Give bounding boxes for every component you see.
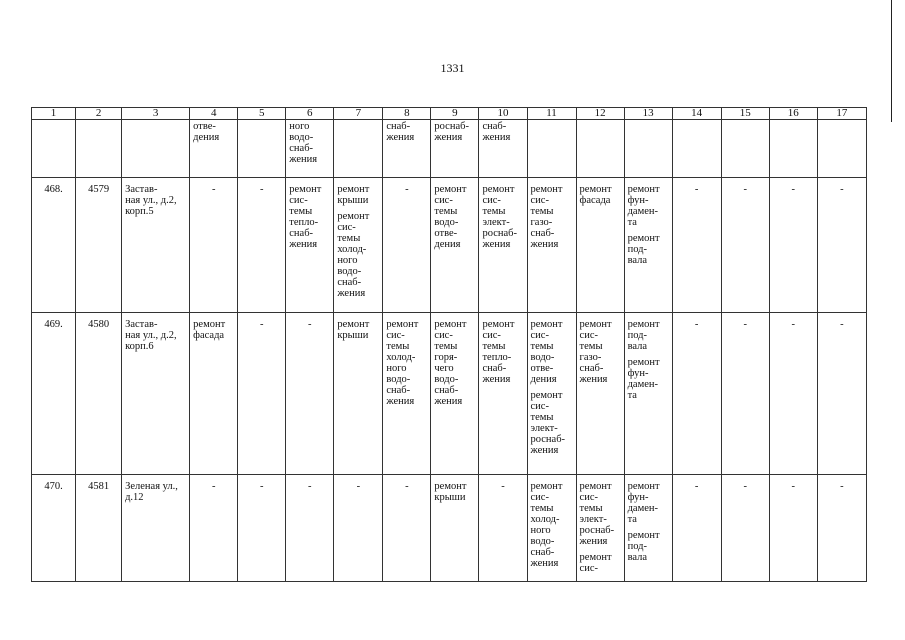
work-cell-col-7 <box>334 313 383 475</box>
building-code: 4579 <box>76 178 122 313</box>
empty-dash: - <box>743 481 747 492</box>
work-item: ремонт сис- темы тепло- снаб- жения <box>482 319 515 385</box>
work-item: ремонт сис- темы элект- роснаб- жения <box>579 481 615 547</box>
building-address: Зеленая ул., д.12 <box>122 475 190 582</box>
work-item: ремонт под- вала <box>627 319 660 352</box>
work-item: ремонт под- вала <box>627 233 660 266</box>
column-number-5: 5 <box>238 108 286 120</box>
empty-dash: - <box>791 481 795 492</box>
page-number: 1331 <box>440 61 465 75</box>
work-cell-col-10 <box>479 313 527 475</box>
continuation-cell-11 <box>527 120 576 178</box>
column-number-15: 15 <box>721 108 769 120</box>
column-number-10: 10 <box>479 108 527 120</box>
table-row <box>32 178 867 313</box>
work-item: ремонт сис- темы тепло- снаб- жения <box>289 184 322 250</box>
empty-dash: - <box>791 184 795 195</box>
work-cell-col-6 <box>286 313 334 475</box>
work-cell-col-14 <box>672 475 721 582</box>
continuation-cell-8: снаб- жения <box>383 120 431 178</box>
work-cell-col-17 <box>817 178 866 313</box>
building-code: 4580 <box>76 313 122 475</box>
work-cell-col-11 <box>527 313 576 475</box>
row-number: 468. <box>32 178 76 313</box>
work-cell-col-10 <box>479 178 527 313</box>
column-number-3: 3 <box>122 108 190 120</box>
work-cell-col-5 <box>238 313 286 475</box>
work-cell-col-5 <box>238 475 286 582</box>
empty-dash: - <box>791 319 795 330</box>
empty-dash: - <box>308 319 312 330</box>
column-number-row <box>32 108 867 120</box>
continuation-cell-13 <box>624 120 672 178</box>
column-number-6: 6 <box>286 108 334 120</box>
repair-schedule-table <box>31 107 867 582</box>
work-item: ремонт сис- темы элект- роснаб- жения <box>530 390 566 456</box>
continuation-cell-4: отве- дения <box>190 120 238 178</box>
empty-dash: - <box>743 184 747 195</box>
work-cell-col-14 <box>672 313 721 475</box>
empty-dash: - <box>501 481 505 492</box>
building-address: Застав- ная ул., д.2, корп.6 <box>122 313 190 475</box>
work-cell-col-15 <box>721 475 769 582</box>
work-cell-col-13 <box>624 313 672 475</box>
work-cell-col-15 <box>721 313 769 475</box>
continuation-row <box>32 120 867 178</box>
empty-dash: - <box>840 481 844 492</box>
work-cell-col-6 <box>286 178 334 313</box>
empty-dash: - <box>211 481 216 492</box>
empty-dash: - <box>694 481 699 492</box>
work-item: ремонт сис- темы газо- снаб- жения <box>579 319 612 385</box>
continuation-cell-15 <box>721 120 769 178</box>
work-item: ремонт фун- дамен- та <box>627 357 660 401</box>
work-cell-col-17 <box>817 475 866 582</box>
column-number-17: 17 <box>817 108 866 120</box>
continuation-cell-7 <box>334 120 383 178</box>
work-item: ремонт фун- дамен- та <box>627 184 660 228</box>
work-item: ремонт сис- темы газо- снаб- жения <box>530 184 563 250</box>
empty-dash: - <box>211 184 216 195</box>
work-cell-col-17 <box>817 313 866 475</box>
empty-dash: - <box>356 481 361 492</box>
work-item: ремонт крыши <box>337 319 370 341</box>
column-number-1: 1 <box>32 108 76 120</box>
continuation-cell-16 <box>769 120 817 178</box>
work-item: ремонт сис- темы водо- отве- дения <box>530 319 563 385</box>
column-number-13: 13 <box>624 108 672 120</box>
column-number-7: 7 <box>334 108 383 120</box>
continuation-cell-10: снаб- жения <box>479 120 527 178</box>
work-item: ремонт фун- дамен- та <box>627 481 660 525</box>
work-cell-col-14 <box>672 178 721 313</box>
work-cell-col-10 <box>479 475 527 582</box>
table-row <box>32 313 867 475</box>
work-item: ремонт сис- темы холод- ного водо- снаб- жения <box>386 319 419 407</box>
empty-dash: - <box>259 481 264 492</box>
continuation-cell-17 <box>817 120 866 178</box>
column-number-12: 12 <box>576 108 624 120</box>
work-cell-col-13 <box>624 178 672 313</box>
work-item: ремонт сис- темы холод- ного водо- снаб- жения <box>530 481 563 569</box>
work-cell-col-9 <box>431 475 479 582</box>
work-item: ремонт фасада <box>579 184 612 206</box>
work-cell-col-16 <box>769 313 817 475</box>
work-item: ремонт сис- темы элект- роснаб- жения <box>482 184 517 250</box>
work-cell-col-16 <box>769 178 817 313</box>
margin-rule <box>891 0 892 122</box>
work-cell-col-8 <box>383 313 431 475</box>
work-cell-col-4 <box>190 178 238 313</box>
continuation-cell-12 <box>576 120 624 178</box>
empty-dash: - <box>259 184 264 195</box>
continuation-cell-9: роснаб- жения <box>431 120 479 178</box>
work-cell-col-7 <box>334 178 383 313</box>
column-number-9: 9 <box>431 108 479 120</box>
continuation-cell-2 <box>76 120 122 178</box>
work-cell-col-9 <box>431 178 479 313</box>
table-row <box>32 475 867 582</box>
work-cell-col-13 <box>624 475 672 582</box>
work-cell-col-7 <box>334 475 383 582</box>
building-address: Застав- ная ул., д.2, корп.5 <box>122 178 190 313</box>
work-cell-col-12 <box>576 178 624 313</box>
column-number-11: 11 <box>527 108 576 120</box>
work-item: ремонт сис- темы горя- чего водо- снаб- жения <box>434 319 467 407</box>
continuation-cell-14 <box>672 120 721 178</box>
building-code: 4581 <box>76 475 122 582</box>
empty-dash: - <box>840 184 844 195</box>
row-number: 470. <box>32 475 76 582</box>
empty-dash: - <box>308 481 312 492</box>
empty-dash: - <box>840 319 844 330</box>
work-cell-col-16 <box>769 475 817 582</box>
work-cell-col-4 <box>190 475 238 582</box>
work-cell-col-12 <box>576 475 624 582</box>
empty-dash: - <box>259 319 264 330</box>
work-cell-col-11 <box>527 178 576 313</box>
empty-dash: - <box>405 481 409 492</box>
work-cell-col-6 <box>286 475 334 582</box>
work-cell-col-4 <box>190 313 238 475</box>
continuation-cell-6: ного водо- снаб- жения <box>286 120 334 178</box>
work-cell-col-11 <box>527 475 576 582</box>
column-number-4: 4 <box>190 108 238 120</box>
empty-dash: - <box>743 319 747 330</box>
work-cell-col-8 <box>383 475 431 582</box>
continuation-cell-1 <box>32 120 76 178</box>
column-number-2: 2 <box>76 108 122 120</box>
work-cell-col-5 <box>238 178 286 313</box>
column-number-16: 16 <box>769 108 817 120</box>
empty-dash: - <box>694 319 699 330</box>
continuation-cell-3 <box>122 120 190 178</box>
work-item: ремонт фасада <box>193 319 226 341</box>
empty-dash: - <box>405 184 409 195</box>
work-cell-col-8 <box>383 178 431 313</box>
work-cell-col-9 <box>431 313 479 475</box>
work-item: ремонт крыши <box>337 184 370 206</box>
work-item: ремонт сис- темы холод- ного водо- снаб- жения <box>337 211 370 299</box>
work-cell-col-15 <box>721 178 769 313</box>
work-cell-col-12 <box>576 313 624 475</box>
work-item: ремонт под- вала <box>627 530 660 563</box>
row-number: 469. <box>32 313 76 475</box>
work-item: ремонт сис- <box>579 552 612 574</box>
empty-dash: - <box>694 184 699 195</box>
column-number-8: 8 <box>383 108 431 120</box>
work-item: ремонт сис- темы водо- отве- дения <box>434 184 467 250</box>
work-item: ремонт крыши <box>434 481 467 503</box>
column-number-14: 14 <box>672 108 721 120</box>
continuation-cell-5 <box>238 120 286 178</box>
